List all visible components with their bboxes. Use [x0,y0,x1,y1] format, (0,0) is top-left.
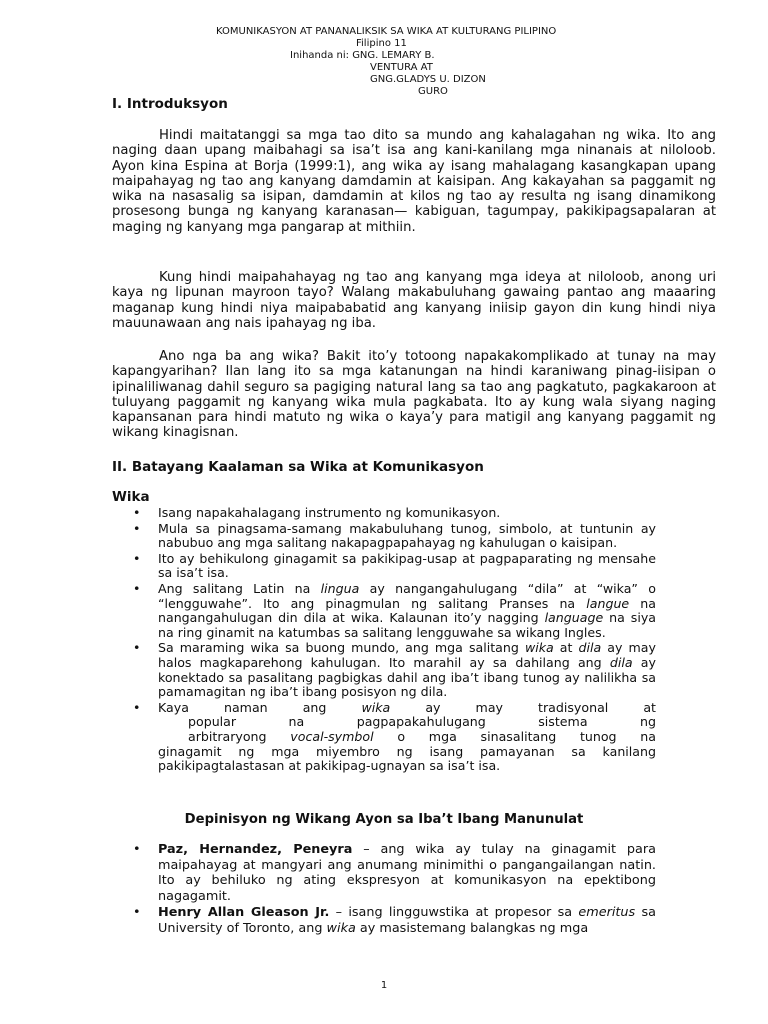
author-name-cont: VENTURA AT [370,62,433,73]
prepared-by: Inihanda ni: GNG. LEMARY B. [290,50,435,61]
grade-label: Filipino 11 [356,38,407,49]
author-role: GURO [418,86,448,97]
list-item: • Isang napakahalagang instrumento ng komunikasyon. [0,506,656,521]
list-item: • Paz, Hernandez, Peneyra – ang wika ay tulay na ginagamit para maipahayag at mangyari ang anumang minimithi o pangangailangan natin. Ito ay behiluko ng ating ekspresyon at komunikasyon na epektibong nagagamit. [0,842,656,904]
second-author: GNG.GLADYS U. DIZON [370,74,486,85]
wika-bullet-list [0,506,768,774]
definitions-heading: Depinisyon ng Wikang Ayon sa Iba’t Ibang Manunulat [184,812,584,827]
section2-heading: II. Batayang Kaalaman sa Wika at Komunikasyon [112,459,484,475]
list-item: • Kaya naman ang wika ay may tradisyonal at popular na pagpapakahulugang sistema ng arbitraryong vocal-symbol o mga sinasalitang tunog na ginagamit ng mga miyembro ng isang pamayanan sa kanilang pakikipagtalastasan at pakikipag-ugnayan sa isa’t isa. [0,701,656,774]
list-item: • Ito ay behikulong ginagamit sa pakikipag-usap at pagpaparating ng mensahe sa isa’t isa. [0,552,656,581]
wika-subheading: Wika [112,489,150,505]
course-title: KOMUNIKASYON AT PANANALIKSIK SA WIKA AT KULTURANG PILIPINO [216,26,557,37]
definitions-list [0,842,768,936]
list-item: • Henry Allan Gleason Jr. – isang lingguwstika at propesor sa emeritus sa University of Toronto, ang wika ay masistemang balangkas ng mga [0,905,656,936]
list-item: • Mula sa pinagsama-samang makabuluhang tunog, simbolo, at tuntunin ay nabubuo ang mga salitang nakapagpapahayag ng kahulugan o kaisipan. [0,522,656,551]
intro-paragraph-3: Ano nga ba ang wika? Bakit ito’y totoong napakakomplikado at tunay na may kapangyarihan? Ilan lang ito sa mga katanungan na hindi karaniwang pinag-iisipan o ipinaliliwanag dahil seguro sa pagiging natural lang sa tao ang pagkatuto, pagkakaroon at tuluyang paggamit ng kanyang wika mula pagkabata. Ito ay kung wala siyang naging kapansanan para hindi matuto ng wika o kaya’y para matigil ang kanyang paggamit ng wikang kinagisnan. [112,349,716,441]
list-item: • Ang salitang Latin na lingua ay nangangahulugang “dila” at “wika” o “lengguwahe”. Ito ang pinagmulan ng salitang Pranses na langue na nangangahulugan din dila at wika. Kalaunan ito’y nagging language na siya na ring ginamit na katumbas sa salitang lengguwahe sa wikang Ingles. [0,582,656,640]
intro-heading: I. Introduksyon [112,96,228,112]
intro-paragraph-1: Hindi maitatanggi sa mga tao dito sa mundo ang kahalagahan ng wika. Ito ang naging daan upang maibahagi sa isa’t isa ang kani-kanilang mga ninanais at niloloob. Ayon kina Espina at Borja (1999:1), ang wika ay isang mahalagang kasangkapan upang maipahayag ng tao ang kanyang damdamin at kaisipan. Ang kakayahan sa paggamit ng wika na nasasalig sa isipan, damdamin at kilos ng tao ay resulta ng isang dinamikong prosesong bunga ng kanyang karanasan— kabiguan, tagumpay, pakikipagsapalaran at maging ng kanyang mga pangarap at mithiin. [112,128,716,235]
list-item: • Sa maraming wika sa buong mundo, ang mga salitang wika at dila ay may halos magkaparehong kahulugan. Ito marahil ay sa dahilang ang dila ay konektado sa pasalitang pagbigkas dahil ang iba’t ibang tunog ay nalilikha sa pamamagitan ng iba’t ibang posisyon ng dila. [0,641,656,699]
intro-paragraph-2: Kung hindi maipahahayag ng tao ang kanyang mga ideya at niloloob, anong uri kaya ng lipunan mayroon tayo? Walang makabuluhang gawaing pantao ang maaaring maganap kung hindi niya maipababatid ang kanyang iniisip gayon din kung hindi niya mauunawaan ang nais ipahayag ng iba. [112,270,716,331]
page-number: 1 [380,980,388,991]
